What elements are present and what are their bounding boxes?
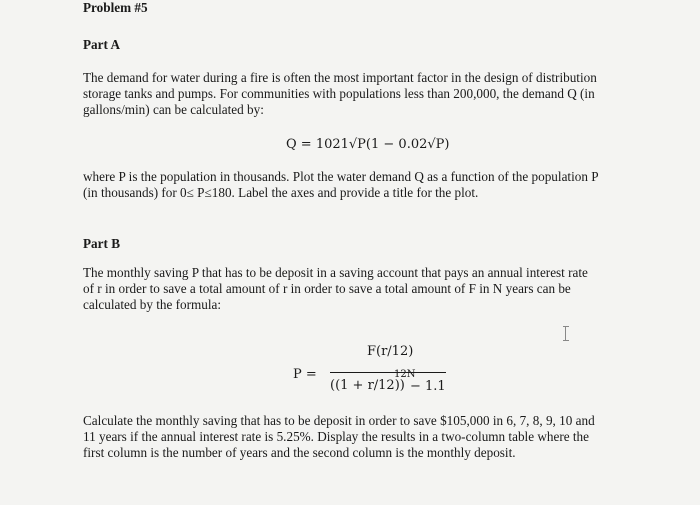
part-b-task-line: first column is the number of years and the second column is the monthly deposit. [83, 445, 516, 460]
formula-exponent: 12N [394, 369, 416, 380]
text-cursor-icon [563, 326, 569, 341]
part-b-intro-line: The monthly saving P that has to be deposit in a saving account that pays an annual interest rate [83, 265, 588, 280]
part-b-intro-line: of r in order to save a total amount of r in order to save a total amount of F in N years can be [83, 281, 571, 296]
part-a-intro-line: The demand for water during a fire is often the most important factor in the design of distribution [83, 70, 597, 85]
formula-numerator: F(r/12) [367, 344, 414, 359]
part-a-task-line: where P is the population in thousands. Plot the water demand Q as a function of the population P [83, 169, 599, 184]
formula-lhs: P = [293, 367, 317, 382]
part-a-task-line: (in thousands) for 0≤ P≤180. Label the axes and provide a title for the plot. [83, 185, 479, 200]
part-a-intro-line: gallons/min) can be calculated by: [83, 102, 264, 117]
part-a-intro-line: storage tanks and pumps. For communities with populations less than 200,000, the demand Q (in [83, 86, 595, 101]
part-b-heading: Part B [83, 236, 120, 251]
problem-title: Problem #5 [83, 0, 148, 15]
formula-denominator-base: ((1 + r/12)) [330, 378, 405, 393]
water-demand-formula: Q = 1021√P(1 − 0.02√P) [286, 137, 450, 152]
formula-denominator-tail: − 1.1 [410, 379, 446, 394]
part-b-task-line: Calculate the monthly saving that has to be deposit in order to save $105,000 in 6, 7, 8, 9, 10 and [83, 413, 595, 428]
fraction-bar [330, 372, 446, 373]
part-b-task-line: 11 years if the annual interest rate is 5.25%. Display the results in a two-column table where the [83, 429, 589, 444]
part-b-intro-line: calculated by the formula: [83, 297, 222, 312]
part-a-heading: Part A [83, 37, 120, 52]
